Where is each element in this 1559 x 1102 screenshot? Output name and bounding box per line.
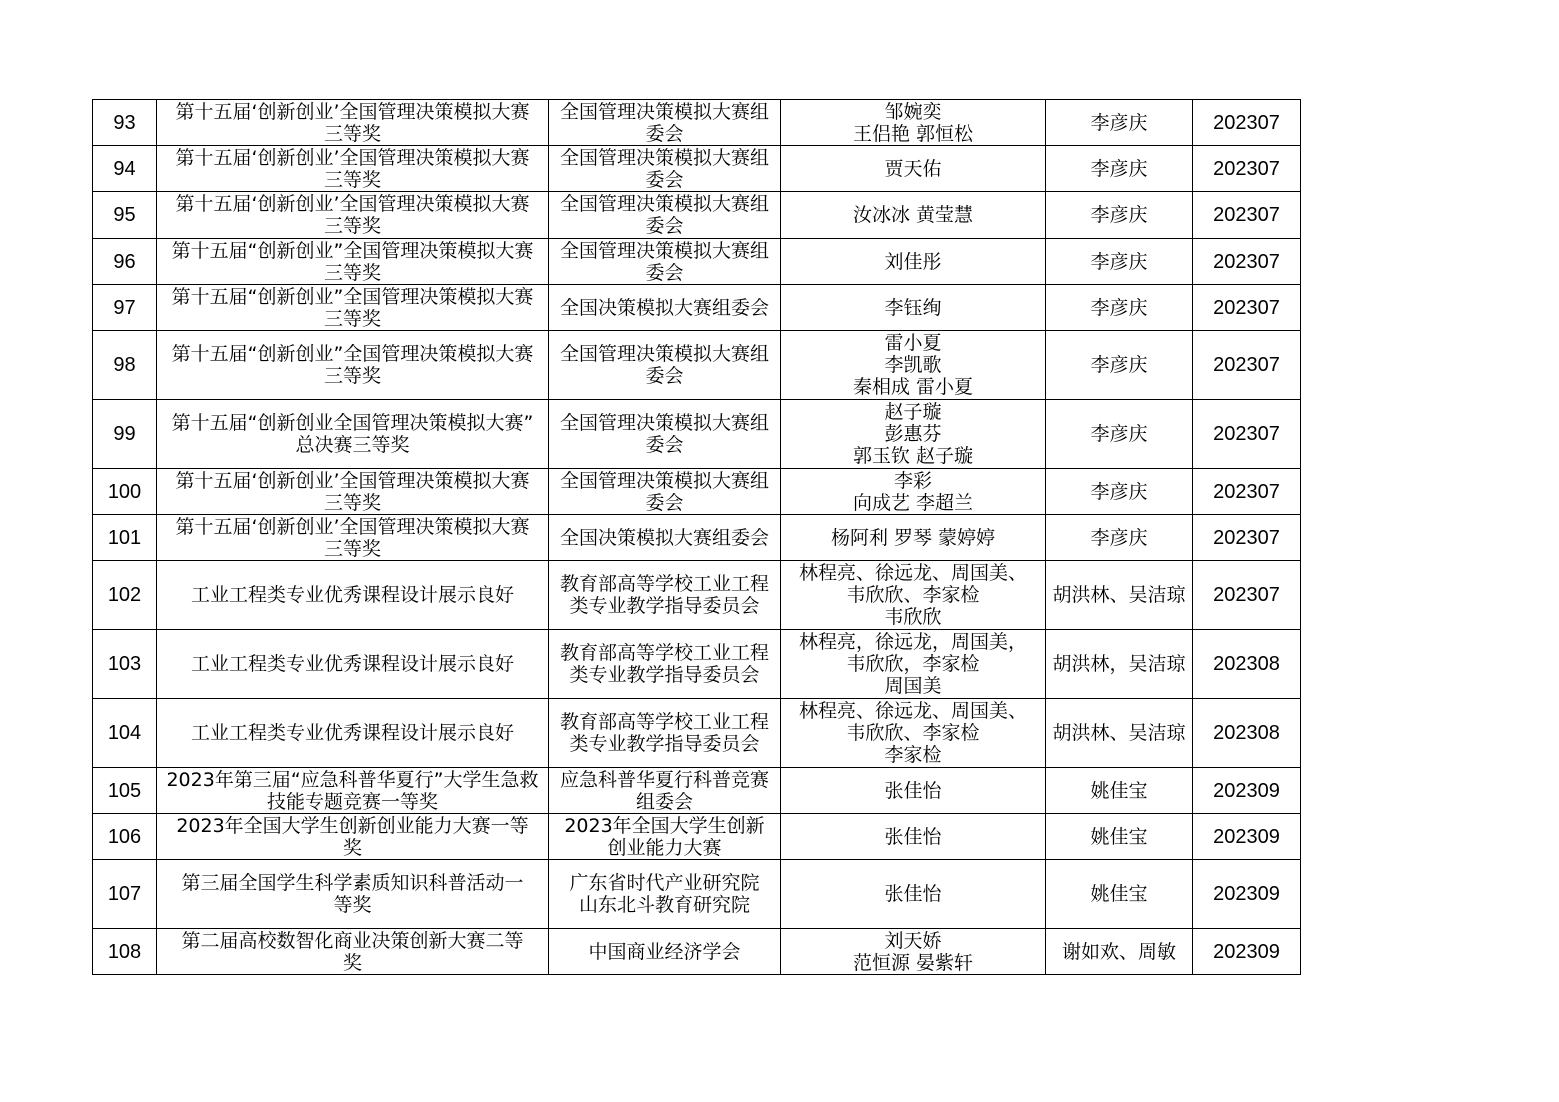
row-number-cell: 94 [93, 146, 157, 192]
organizer-cell-line: 教育部高等学校工业工程 [559, 642, 769, 664]
award-name-cell-line: 三等奖 [323, 215, 381, 237]
row-number-cell: 106 [93, 814, 157, 860]
students-cell-line: 贾天佑 [884, 157, 942, 180]
award-name-cell-line: 第三届全国学生科学素质知识科普活动一 [181, 872, 524, 894]
organizer-cell-line: 委会 [645, 215, 684, 237]
organizer-cell-line: 中国商业经济学会 [588, 940, 741, 963]
table-row [93, 814, 1301, 860]
row-number-cell: 108 [93, 929, 157, 975]
award-name-cell [157, 860, 549, 929]
advisor-cell: 胡洪林，吴洁琼 [1046, 630, 1193, 699]
row-number-cell: 101 [93, 515, 157, 561]
advisor-cell: 姚佳宝 [1046, 814, 1193, 860]
award-name-cell [157, 331, 549, 400]
students-cell-line: 郭玉钦 赵子璇 [852, 445, 974, 467]
row-number-cell: 97 [93, 285, 157, 331]
award-name-cell [157, 699, 549, 768]
table-row [93, 146, 1301, 192]
date-cell: 202309 [1193, 814, 1301, 860]
students-cell-line: 李彩 [893, 469, 932, 492]
organizer-cell [549, 400, 781, 469]
students-cell-line: 秦相成 雷小夏 [852, 376, 974, 398]
advisor-cell: 李彦庆 [1046, 146, 1193, 192]
organizer-cell-line: 教育部高等学校工业工程 [559, 711, 769, 733]
students-cell [781, 239, 1046, 285]
row-number-cell: 103 [93, 630, 157, 699]
organizer-cell [549, 469, 781, 515]
advisor-cell: 李彦庆 [1046, 331, 1193, 400]
row-number-cell: 95 [93, 192, 157, 239]
advisor-cell: 谢如欢、周敏 [1046, 929, 1193, 975]
students-cell-line: 林程亮、徐远龙、周国美、 [798, 562, 1027, 584]
students-cell [781, 814, 1046, 860]
organizer-cell-line: 类专业教学指导委员会 [569, 595, 760, 617]
award-table-body [93, 100, 1301, 975]
organizer-cell-line: 委会 [645, 491, 684, 514]
award-name-cell [157, 929, 549, 975]
advisor-cell: 李彦庆 [1046, 469, 1193, 515]
students-cell [781, 860, 1046, 929]
award-name-cell [157, 561, 549, 630]
organizer-cell-line: 全国管理决策模拟大赛组 [559, 412, 769, 434]
award-table [92, 99, 1301, 975]
students-cell-line: 李家检 [884, 744, 942, 766]
organizer-cell-line: 组委会 [635, 790, 693, 813]
students-cell [781, 400, 1046, 469]
students-cell [781, 285, 1046, 331]
students-cell-line: 刘佳彤 [884, 250, 942, 273]
students-cell-line: 林程亮、徐远龙、周国美、 [798, 700, 1027, 722]
students-cell [781, 100, 1046, 146]
table-row [93, 192, 1301, 239]
advisor-cell: 李彦庆 [1046, 285, 1193, 331]
award-name-cell-line: 第十五届“创新创业全国管理决策模拟大赛” [171, 412, 534, 434]
organizer-cell-line: 委会 [645, 365, 684, 387]
organizer-cell-line: 全国管理决策模拟大赛组 [559, 100, 769, 123]
organizer-cell-line: 广东省时代产业研究院 [569, 872, 760, 894]
students-cell [781, 331, 1046, 400]
organizer-cell-line: 全国管理决策模拟大赛组 [559, 343, 769, 365]
students-cell-line: 彭惠芬 [884, 423, 942, 445]
row-number-cell: 102 [93, 561, 157, 630]
students-cell-line: 向成艺 李超兰 [852, 491, 974, 514]
row-number-cell: 105 [93, 768, 157, 814]
table-row [93, 699, 1301, 768]
award-name-cell [157, 814, 549, 860]
award-name-cell-line: 2023年全国大学生创新创业能力大赛一等 [176, 814, 529, 837]
row-number-cell: 96 [93, 239, 157, 285]
date-cell: 202307 [1193, 192, 1301, 239]
students-cell [781, 630, 1046, 699]
organizer-cell [549, 630, 781, 699]
organizer-cell [549, 561, 781, 630]
organizer-cell [549, 515, 781, 561]
table-row [93, 929, 1301, 975]
organizer-cell-line: 类专业教学指导委员会 [569, 664, 760, 686]
students-cell-line: 韦欣欣、李家检 [846, 722, 980, 744]
award-name-cell-line: 工业工程类专业优秀课程设计展示良好 [190, 584, 514, 606]
students-cell-line: 韦欣欣 [884, 606, 942, 628]
students-cell-line: 张佳怡 [884, 883, 942, 905]
date-cell: 202307 [1193, 469, 1301, 515]
award-name-cell [157, 515, 549, 561]
advisor-cell: 姚佳宝 [1046, 860, 1193, 929]
date-cell: 202309 [1193, 860, 1301, 929]
organizer-cell-line: 教育部高等学校工业工程 [559, 573, 769, 595]
organizer-cell [549, 285, 781, 331]
table-row [93, 469, 1301, 515]
organizer-cell-line: 全国决策模拟大赛组委会 [559, 526, 769, 549]
row-number-cell: 93 [93, 100, 157, 146]
advisor-cell: 胡洪林、吴洁琼 [1046, 699, 1193, 768]
award-name-cell [157, 146, 549, 192]
date-cell: 202307 [1193, 331, 1301, 400]
students-cell [781, 561, 1046, 630]
award-name-cell-line: 三等奖 [323, 365, 381, 387]
date-cell: 202307 [1193, 400, 1301, 469]
award-name-cell-line: 工业工程类专业优秀课程设计展示良好 [190, 722, 514, 744]
award-name-cell-line: 三等奖 [323, 307, 381, 330]
row-number-cell: 100 [93, 469, 157, 515]
advisor-cell: 李彦庆 [1046, 239, 1193, 285]
date-cell: 202309 [1193, 768, 1301, 814]
students-cell-line: 周国美 [884, 675, 942, 697]
students-cell [781, 192, 1046, 239]
row-number-cell: 99 [93, 400, 157, 469]
organizer-cell [549, 192, 781, 239]
students-cell-line: 汝冰冰 黄莹慧 [852, 204, 974, 226]
organizer-cell-line: 委会 [645, 168, 684, 191]
date-cell: 202307 [1193, 515, 1301, 561]
organizer-cell [549, 814, 781, 860]
award-name-cell-line: 第十五届‘创新创业’全国管理决策模拟大赛 [175, 193, 530, 215]
row-number-cell: 107 [93, 860, 157, 929]
award-name-cell-line: 2023年第三届“应急科普华夏行”大学生急救 [166, 768, 539, 791]
organizer-cell-line: 山东北斗教育研究院 [578, 894, 750, 916]
organizer-cell-line: 全国管理决策模拟大赛组 [559, 239, 769, 262]
students-cell-line: 韦欣欣、李家检 [846, 584, 980, 606]
date-cell: 202307 [1193, 285, 1301, 331]
organizer-cell [549, 100, 781, 146]
date-cell: 202308 [1193, 630, 1301, 699]
organizer-cell-line: 全国管理决策模拟大赛组 [559, 146, 769, 169]
award-name-cell [157, 285, 549, 331]
organizer-cell [549, 699, 781, 768]
students-cell-line: 刘天娇 [884, 929, 942, 952]
organizer-cell-line: 创业能力大赛 [607, 836, 722, 859]
award-name-cell-line: 三等奖 [323, 261, 381, 284]
students-cell-line: 赵子璇 [884, 401, 942, 423]
students-cell-line: 杨阿利 罗琴 蒙婷婷 [830, 526, 996, 549]
award-name-cell-line: 技能专题竞赛一等奖 [266, 790, 438, 813]
date-cell: 202309 [1193, 929, 1301, 975]
advisor-cell: 李彦庆 [1046, 515, 1193, 561]
organizer-cell-line: 委会 [645, 261, 684, 284]
award-name-cell-line: 第十五届‘创新创业’全国管理决策模拟大赛 [175, 515, 530, 538]
table-row [93, 768, 1301, 814]
award-name-cell [157, 192, 549, 239]
date-cell: 202307 [1193, 146, 1301, 192]
students-cell-line: 邹婉奕 [884, 100, 942, 123]
award-name-cell-line: 三等奖 [323, 168, 381, 191]
students-cell-line: 张佳怡 [884, 825, 942, 848]
organizer-cell [549, 860, 781, 929]
award-name-cell-line: 第十五届“创新创业”全国管理决策模拟大赛 [171, 343, 534, 365]
award-name-cell-line: 第十五届‘创新创业’全国管理决策模拟大赛 [175, 146, 530, 169]
organizer-cell-line: 委会 [645, 434, 684, 456]
date-cell: 202307 [1193, 561, 1301, 630]
table-row [93, 285, 1301, 331]
award-name-cell-line: 奖 [342, 836, 362, 859]
award-name-cell [157, 630, 549, 699]
organizer-cell-line: 全国管理决策模拟大赛组 [559, 193, 769, 215]
award-name-cell-line: 三等奖 [323, 537, 381, 560]
award-name-cell [157, 239, 549, 285]
award-name-cell-line: 第十五届“创新创业”全国管理决策模拟大赛 [171, 239, 534, 262]
advisor-cell: 李彦庆 [1046, 100, 1193, 146]
award-name-cell-line: 第十五届‘创新创业’全国管理决策模拟大赛 [175, 100, 530, 123]
table-row [93, 561, 1301, 630]
award-name-cell [157, 100, 549, 146]
organizer-cell-line: 2023年全国大学生创新 [564, 814, 765, 837]
organizer-cell-line: 应急科普华夏行科普竞赛 [559, 768, 769, 791]
row-number-cell: 104 [93, 699, 157, 768]
table-row [93, 630, 1301, 699]
row-number-cell: 98 [93, 331, 157, 400]
students-cell-line: 雷小夏 [884, 332, 942, 354]
award-name-cell-line: 三等奖 [323, 122, 381, 145]
students-cell-line: 范恒源 晏紫轩 [852, 951, 974, 974]
award-name-cell-line: 总决赛三等奖 [295, 434, 410, 456]
table-row [93, 860, 1301, 929]
organizer-cell [549, 146, 781, 192]
students-cell [781, 929, 1046, 975]
organizer-cell [549, 929, 781, 975]
organizer-cell [549, 331, 781, 400]
students-cell-line: 韦欣欣，李家检 [846, 653, 980, 675]
advisor-cell: 胡洪林、吴洁琼 [1046, 561, 1193, 630]
students-cell [781, 699, 1046, 768]
students-cell-line: 林程亮，徐远龙，周国美， [798, 631, 1027, 653]
organizer-cell [549, 239, 781, 285]
award-name-cell [157, 400, 549, 469]
table-row [93, 515, 1301, 561]
organizer-cell [549, 768, 781, 814]
advisor-cell: 姚佳宝 [1046, 768, 1193, 814]
table-row [93, 100, 1301, 146]
advisor-cell: 李彦庆 [1046, 400, 1193, 469]
students-cell-line: 李钰绚 [884, 296, 942, 319]
award-name-cell-line: 工业工程类专业优秀课程设计展示良好 [190, 653, 514, 675]
students-cell-line: 李凯歌 [884, 354, 942, 376]
organizer-cell-line: 全国决策模拟大赛组委会 [559, 296, 769, 319]
table-row [93, 239, 1301, 285]
students-cell [781, 768, 1046, 814]
award-name-cell-line: 第十五届“创新创业”全国管理决策模拟大赛 [171, 285, 534, 308]
award-name-cell [157, 469, 549, 515]
students-cell [781, 515, 1046, 561]
award-name-cell-line: 奖 [342, 951, 362, 974]
organizer-cell-line: 全国管理决策模拟大赛组 [559, 469, 769, 492]
date-cell: 202307 [1193, 239, 1301, 285]
students-cell-line: 张佳怡 [884, 779, 942, 802]
students-cell [781, 146, 1046, 192]
award-name-cell-line: 三等奖 [323, 491, 381, 514]
organizer-cell-line: 委会 [645, 122, 684, 145]
table-row [93, 331, 1301, 400]
advisor-cell: 李彦庆 [1046, 192, 1193, 239]
date-cell: 202307 [1193, 100, 1301, 146]
table-row [93, 400, 1301, 469]
award-name-cell-line: 第十五届‘创新创业’全国管理决策模拟大赛 [175, 469, 530, 492]
award-name-cell-line: 第二届高校数智化商业决策创新大赛二等 [181, 929, 524, 952]
students-cell-line: 王侣艳 郭恒松 [852, 122, 974, 145]
award-name-cell [157, 768, 549, 814]
date-cell: 202308 [1193, 699, 1301, 768]
organizer-cell-line: 类专业教学指导委员会 [569, 733, 760, 755]
students-cell [781, 469, 1046, 515]
award-name-cell-line: 等奖 [333, 894, 372, 916]
